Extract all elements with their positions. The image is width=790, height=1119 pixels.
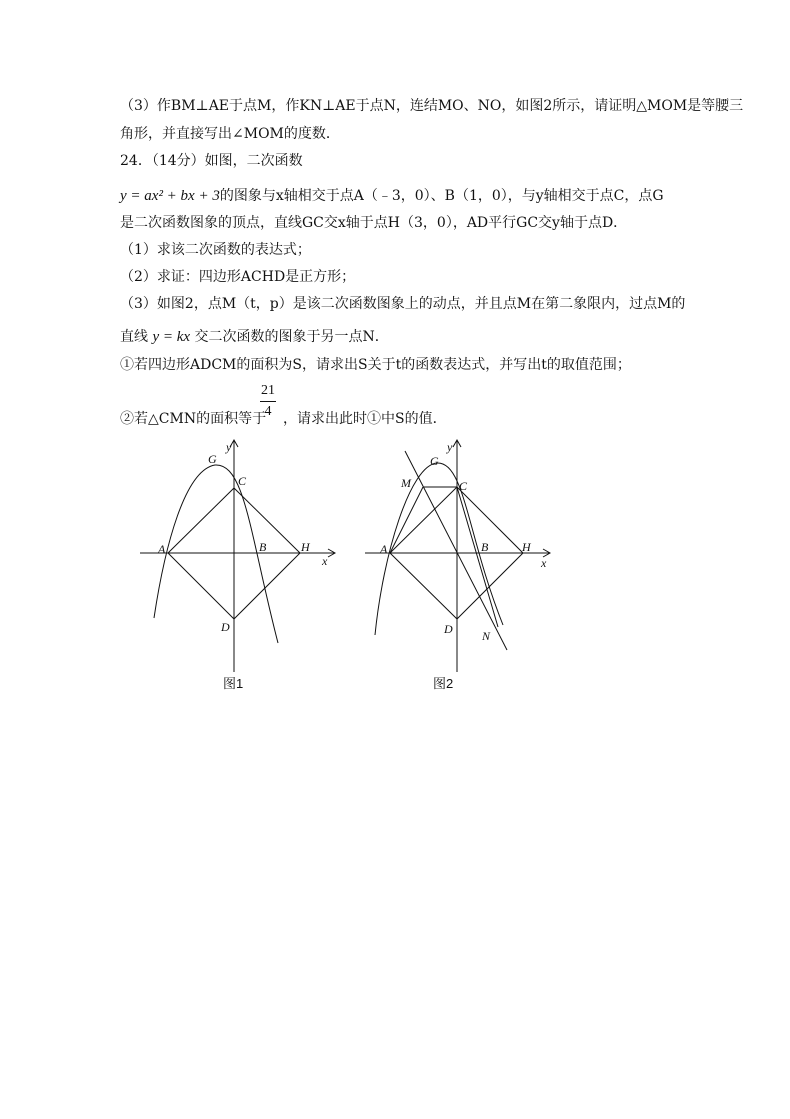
- segment-CH: [234, 488, 300, 553]
- q24-part1: （1）求该二次函数的表达式；: [120, 242, 311, 258]
- segment-DA: [168, 553, 234, 619]
- label-D: D: [221, 620, 230, 634]
- q24-line2-text: 的图象与x轴相交于点A（﹣3，0）、B（1，0），与y轴相交于点C，点G: [219, 188, 664, 204]
- label-G: G: [208, 452, 217, 466]
- label-A: A: [380, 542, 388, 556]
- label-H: H: [522, 540, 531, 554]
- label-y: y: [226, 440, 232, 454]
- q24-sub2-suffix: ，请求出此时①中S的值．: [283, 411, 447, 427]
- line-MN: [405, 451, 507, 650]
- segment-AC: [390, 487, 457, 553]
- fraction-denominator: 4: [264, 404, 272, 419]
- q24-part3-line2: [120, 328, 389, 346]
- q24-header: 24．（14分）如图，二次函数: [120, 153, 303, 169]
- quadratic-formula: y = ax² + bx + 3: [120, 188, 220, 204]
- segment-AC: [168, 488, 234, 553]
- fraction-numerator: 21: [261, 383, 275, 398]
- q24-sub1: ①若四边形ADCM的面积为S，请求出S关于t的函数表达式，并写出t的取值范围；: [120, 357, 631, 373]
- q24-formula-line: [120, 187, 664, 205]
- q24-line3: 是二次函数图象的顶点，直线GC交x轴于点H（3，0），AD平行GC交y轴于点D．: [120, 215, 628, 231]
- label-x: x: [322, 554, 328, 568]
- label-B: B: [481, 540, 489, 554]
- q24-sub2-prefix: ②若△CMN的面积等于: [120, 411, 267, 427]
- segment-DA: [390, 553, 457, 619]
- label-B: B: [259, 540, 267, 554]
- q23-part3-line2: 角形，并直接写出∠MOM的度数．: [120, 126, 340, 142]
- label-y: y: [447, 440, 453, 454]
- figure2-caption: 图2: [433, 676, 454, 691]
- q24-part2: （2）求证：四边形ACHD是正方形；: [120, 269, 356, 285]
- fraction-bar: [260, 401, 276, 402]
- figure2-diagram: [355, 435, 570, 680]
- linear-formula: y = kx: [152, 329, 191, 345]
- label-C: C: [459, 479, 468, 493]
- line-suffix: 交二次函数的图象于另一点N．: [194, 329, 389, 345]
- segment-HD: [457, 553, 523, 619]
- label-M: M: [401, 476, 411, 490]
- q24-part3: （3）如图2，点M（t，p）是该二次函数图象上的动点，并且点M在第二象限内，过点M的: [120, 296, 686, 312]
- q23-part3-line1: （3）作BM⊥AE于点M，作KN⊥AE于点N，连结MO、NO，如图2所示，请证明△MOM是等腰三: [120, 98, 744, 114]
- label-x: x: [541, 556, 547, 570]
- label-H: H: [301, 540, 310, 554]
- segment-AM: [390, 487, 423, 553]
- label-D: D: [444, 622, 453, 636]
- label-N: N: [482, 629, 491, 643]
- label-G: G: [430, 454, 439, 468]
- fraction-21-over-4: [260, 383, 276, 420]
- figure1-caption: 图1: [223, 676, 244, 691]
- segment-HD: [234, 553, 300, 619]
- line-prefix: 直线: [120, 329, 148, 345]
- label-A: A: [158, 542, 166, 556]
- label-C: C: [238, 474, 247, 488]
- figure1-diagram: [130, 435, 350, 680]
